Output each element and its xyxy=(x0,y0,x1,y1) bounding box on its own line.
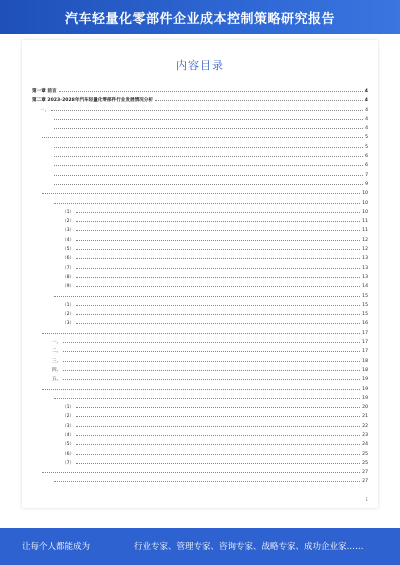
toc-entry-text: （3） xyxy=(62,423,75,429)
footer-tagline: 行业专家、管理专家、咨询专家、战略专家、成功企业家…… xyxy=(134,542,364,552)
toc-entry-page: 17 xyxy=(362,340,368,346)
toc-entry-page: 12 xyxy=(362,247,368,253)
toc-entry[interactable] xyxy=(32,290,368,299)
report-title: 汽车轻量化零部件企业成本控制策略研究报告 xyxy=(64,12,335,27)
toc-entry-page: 21 xyxy=(362,414,368,420)
toc-leader-dots xyxy=(54,150,363,157)
toc-entry[interactable] xyxy=(32,336,368,345)
toc-entry-text: 第一章 前言 xyxy=(32,89,57,94)
toc-entry-text: （3） xyxy=(62,321,75,327)
toc-leader-dots xyxy=(76,280,360,287)
toc-entry[interactable] xyxy=(32,113,368,122)
toc-leader-dots xyxy=(54,113,363,120)
toc-entry-text: 五、 xyxy=(52,377,62,383)
toc-entry[interactable] xyxy=(32,85,368,94)
toc-leader-dots xyxy=(76,215,360,222)
toc-leader-dots xyxy=(54,290,360,297)
toc-entry-page: 22 xyxy=(362,423,368,429)
toc-entry-page: 27 xyxy=(362,470,368,476)
toc-entry-page: 4 xyxy=(365,107,368,113)
toc-leader-dots xyxy=(76,438,360,445)
toc-entry[interactable] xyxy=(32,317,368,326)
toc-entry-text: （1） xyxy=(62,405,75,411)
toc-leader-dots xyxy=(54,169,363,176)
toc-entry-page: 10 xyxy=(362,191,368,197)
toc-entry[interactable] xyxy=(32,373,368,382)
toc-entry-page: 4 xyxy=(364,89,368,94)
toc-leader-dots xyxy=(76,271,360,278)
toc-entry[interactable] xyxy=(32,401,368,410)
toc-leader-dots xyxy=(54,392,360,399)
toc-entry-page: 15 xyxy=(362,302,368,308)
toc-entry-text: （2） xyxy=(62,414,75,420)
toc-entry-page: 10 xyxy=(362,209,368,215)
toc-title: 内容目录 xyxy=(176,59,224,72)
toc-entry[interactable] xyxy=(32,420,368,429)
toc-leader-dots xyxy=(42,383,360,390)
toc-entry-page: 23 xyxy=(362,432,368,438)
toc-leader-dots xyxy=(63,373,360,380)
toc-entry-page: 15 xyxy=(362,312,368,318)
toc-entry-text: （2） xyxy=(62,219,75,225)
toc-leader-dots xyxy=(76,234,360,241)
toc-entry[interactable] xyxy=(32,280,368,289)
toc-entry-page: 25 xyxy=(362,451,368,457)
toc-leader-dots xyxy=(54,141,363,148)
toc-entry[interactable] xyxy=(32,159,368,168)
toc-entry-page: 17 xyxy=(362,330,368,336)
toc-entry-text: （3） xyxy=(62,228,75,234)
toc-leader-dots xyxy=(76,457,360,464)
toc-leader-dots xyxy=(63,336,360,343)
toc-entry-text: 一、 xyxy=(40,107,50,113)
toc-entry-text: 二、 xyxy=(52,349,62,355)
toc-entry-page: 10 xyxy=(362,200,368,206)
toc-entry-page: 12 xyxy=(362,237,368,243)
toc-entry-text: （5） xyxy=(62,247,75,253)
toc-entry-page: 27 xyxy=(362,479,368,485)
toc-leader-dots xyxy=(76,224,360,231)
footer-slogan: 让每个人都能成为 xyxy=(22,542,91,552)
toc-entry[interactable] xyxy=(32,215,368,224)
toc-leader-dots xyxy=(54,475,360,482)
toc-entry[interactable] xyxy=(32,355,368,364)
toc-entry-text: （5） xyxy=(62,442,75,448)
toc-leader-dots xyxy=(76,243,360,250)
toc-entry-page: 19 xyxy=(362,377,368,383)
toc-entry-text: （1） xyxy=(62,209,75,215)
toc-entry[interactable] xyxy=(32,475,368,484)
toc-entry-page: 18 xyxy=(362,367,368,373)
toc-entry-text: （6） xyxy=(62,256,75,262)
toc-entry-text: （4） xyxy=(62,432,75,438)
toc-entry[interactable] xyxy=(32,252,368,261)
toc-leader-dots xyxy=(76,429,360,436)
toc-leader-dots xyxy=(76,420,360,427)
toc-entry[interactable] xyxy=(32,448,368,457)
toc-entry-page: 13 xyxy=(362,256,368,262)
toc-entry[interactable] xyxy=(32,141,368,150)
toc-entry[interactable] xyxy=(32,429,368,438)
toc-entry-page: 4 xyxy=(365,126,368,132)
toc-leader-dots xyxy=(54,178,363,185)
toc-entry-page: 20 xyxy=(362,405,368,411)
toc-entry-text: （1） xyxy=(62,302,75,308)
toc-leader-dots xyxy=(76,206,360,213)
toc-leader-dots xyxy=(42,327,360,334)
toc-entry[interactable] xyxy=(32,234,368,243)
toc-leader-dots xyxy=(76,252,360,259)
toc-entry-page: 25 xyxy=(362,460,368,466)
toc-entry[interactable] xyxy=(32,224,368,233)
toc-entry-text: （6） xyxy=(62,451,75,457)
toc-entry-text: （8） xyxy=(62,274,75,280)
page-number: 1 xyxy=(365,497,368,502)
toc-entry-text: 四、 xyxy=(52,367,62,373)
toc-leader-dots xyxy=(54,197,360,204)
toc-entry-page: 13 xyxy=(362,274,368,280)
toc-page xyxy=(22,40,378,508)
toc-entry[interactable] xyxy=(32,438,368,447)
toc-entry-page: 9 xyxy=(365,181,368,187)
toc-entry-page: 15 xyxy=(362,293,368,299)
toc-entry-text: （2） xyxy=(62,312,75,318)
toc-leader-dots xyxy=(42,187,360,194)
toc-entry-page: 4 xyxy=(365,116,368,122)
toc-entry[interactable] xyxy=(32,410,368,419)
toc-entry[interactable] xyxy=(32,308,368,317)
toc-entry[interactable] xyxy=(32,457,368,466)
toc-entry-page: 6 xyxy=(365,154,368,160)
toc-entry-page: 5 xyxy=(365,135,368,141)
toc-entry[interactable] xyxy=(32,150,368,159)
toc-entry[interactable] xyxy=(32,271,368,280)
toc-entry-page: 4 xyxy=(364,98,368,104)
toc-entry-page: 19 xyxy=(362,386,368,392)
toc-entry[interactable] xyxy=(32,392,368,401)
toc-entry[interactable] xyxy=(32,206,368,215)
toc-entry[interactable] xyxy=(32,187,368,196)
toc-entry-text: （7） xyxy=(62,460,75,466)
toc-entry[interactable] xyxy=(32,345,368,354)
toc-entry-page: 5 xyxy=(365,144,368,150)
toc-entry[interactable] xyxy=(32,262,368,271)
toc-entry[interactable] xyxy=(32,299,368,308)
toc-entry[interactable] xyxy=(32,94,368,103)
toc-entry-page: 19 xyxy=(362,395,368,401)
toc-entry-page: 24 xyxy=(362,442,368,448)
toc-entry-page: 11 xyxy=(362,228,368,234)
toc-entry-text: 一、 xyxy=(52,340,62,346)
toc-entry[interactable] xyxy=(32,197,368,206)
toc-list xyxy=(32,85,368,485)
toc-entry[interactable] xyxy=(32,131,368,140)
toc-entry[interactable] xyxy=(32,243,368,252)
toc-leader-dots xyxy=(63,345,360,352)
toc-entry[interactable] xyxy=(32,466,368,475)
toc-leader-dots xyxy=(54,122,363,129)
toc-entry-text: （7） xyxy=(62,265,75,271)
toc-leader-dots xyxy=(76,448,360,455)
toc-entry-page: 7 xyxy=(365,172,368,178)
toc-leader-dots xyxy=(63,364,360,371)
toc-entry[interactable] xyxy=(32,104,368,113)
toc-leader-dots xyxy=(54,159,363,166)
toc-leader-dots xyxy=(76,299,360,306)
toc-entry-text: 第二章 2023-2028年汽车轻量化零部件行业发展情况分析 xyxy=(32,98,153,104)
toc-leader-dots xyxy=(42,466,360,473)
toc-entry-page: 6 xyxy=(365,163,368,169)
toc-leader-dots xyxy=(76,401,360,408)
toc-entry[interactable] xyxy=(32,122,368,131)
toc-entry-page: 13 xyxy=(362,265,368,271)
toc-entry-page: 14 xyxy=(362,284,368,290)
toc-entry-page: 16 xyxy=(362,321,368,327)
toc-entry[interactable] xyxy=(32,178,368,187)
toc-leader-dots xyxy=(51,104,363,111)
toc-entry[interactable] xyxy=(32,383,368,392)
toc-entry[interactable] xyxy=(32,364,368,373)
toc-entry[interactable] xyxy=(32,327,368,336)
toc-entry-text: 三、 xyxy=(52,358,62,364)
footer-banner xyxy=(0,528,400,565)
toc-leader-dots xyxy=(63,355,360,362)
toc-leader-dots xyxy=(76,410,360,417)
toc-leader-dots xyxy=(76,317,360,324)
toc-leader-dots xyxy=(155,94,363,101)
toc-leader-dots xyxy=(76,262,360,269)
toc-entry[interactable] xyxy=(32,169,368,178)
toc-leader-dots xyxy=(42,131,363,138)
toc-entry-text: （4） xyxy=(62,237,75,243)
toc-entry-text: （9） xyxy=(62,284,75,290)
toc-leader-dots xyxy=(59,85,363,92)
toc-entry-page: 11 xyxy=(362,219,368,225)
toc-entry-page: 18 xyxy=(362,358,368,364)
toc-leader-dots xyxy=(76,308,360,315)
toc-entry-page: 17 xyxy=(362,349,368,355)
report-header xyxy=(0,0,400,34)
